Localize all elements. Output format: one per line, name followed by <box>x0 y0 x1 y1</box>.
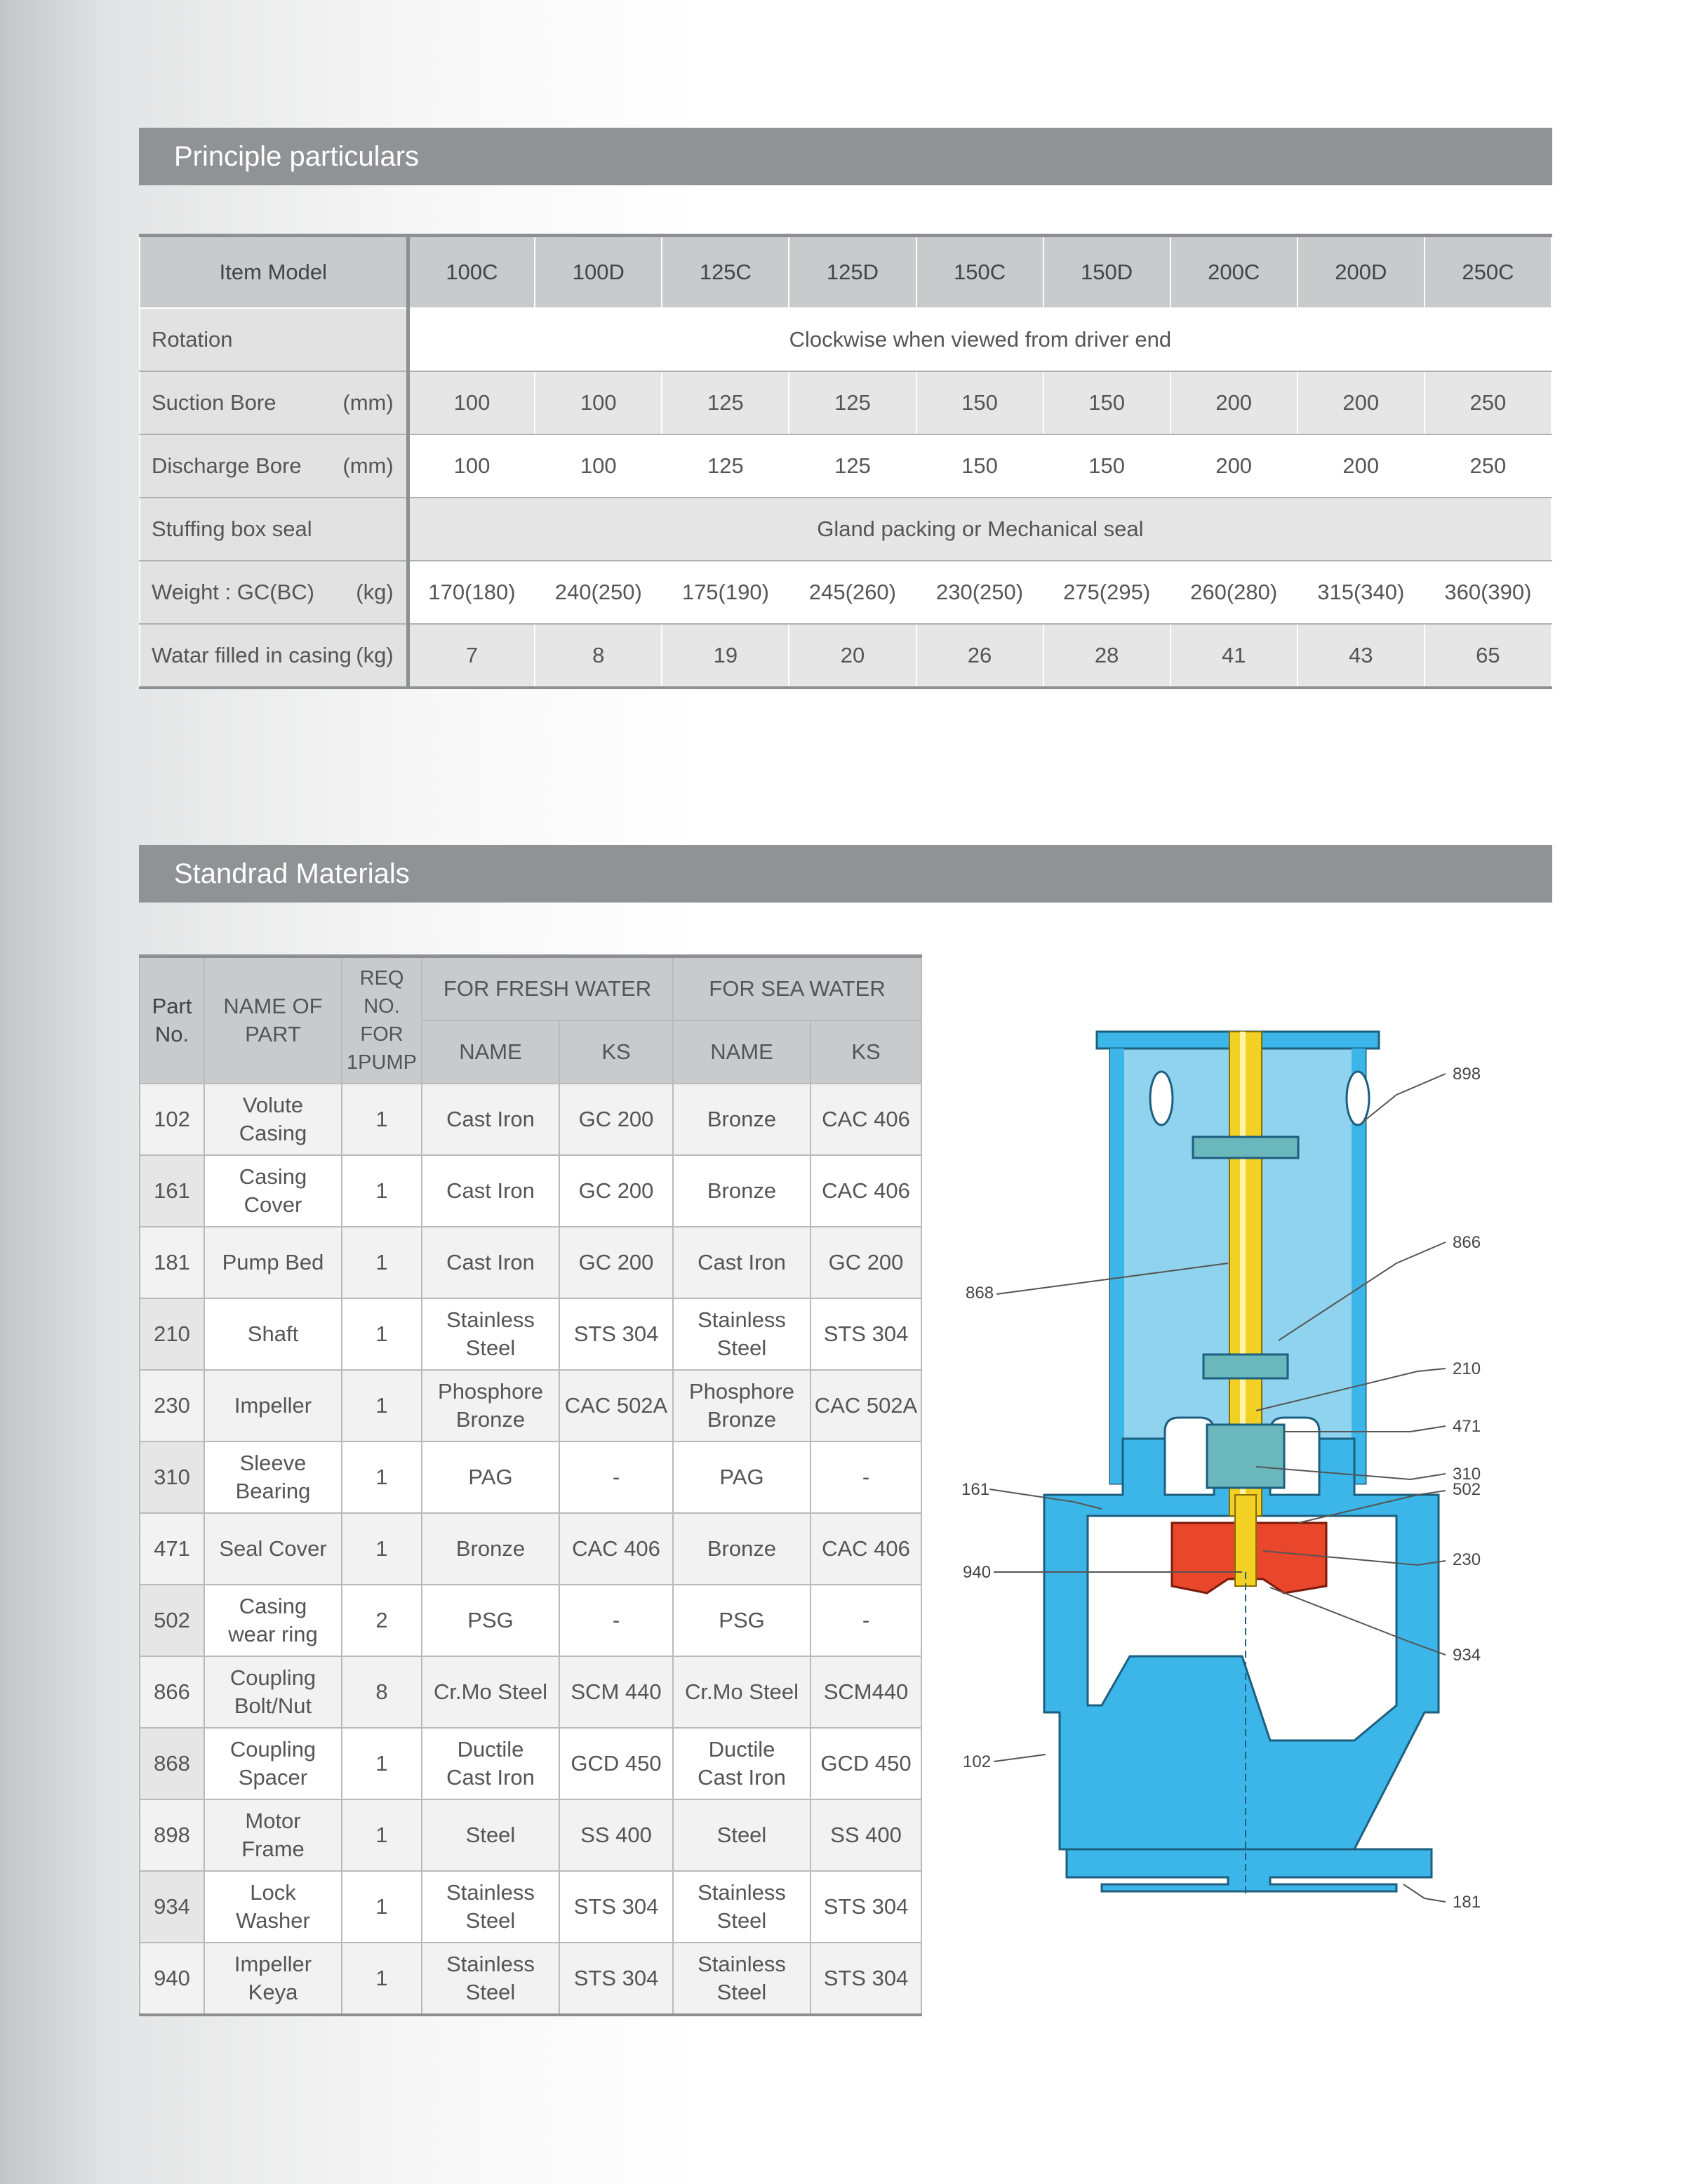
part-name-line: Bearing <box>235 1479 311 1503</box>
fresh-material-name-line: PSG <box>467 1608 514 1632</box>
stuffing-value: Gland packing or Mechanical seal <box>408 498 1552 561</box>
fresh-material-name <box>422 1155 559 1227</box>
sea-ks-code: STS 304 <box>811 1943 921 2015</box>
fresh-material-name-line: Steel <box>465 1823 516 1847</box>
table-cell: 65 <box>1425 624 1552 688</box>
part-name <box>204 1227 342 1298</box>
fresh-material-name-line: Cast Iron <box>446 1107 535 1131</box>
required-qty: 1 <box>342 1441 422 1513</box>
coupling-spacer <box>1203 1354 1288 1378</box>
model-header: 200C <box>1170 236 1298 309</box>
fresh-material-name-line: Cast Iron <box>446 1250 535 1274</box>
unit-label: (kg) <box>356 580 394 604</box>
sea-material-name-line: Ductile <box>708 1737 775 1762</box>
part-name-line: Impeller <box>234 1952 312 1976</box>
row-label <box>140 561 408 624</box>
required-qty: 1 <box>342 1298 422 1370</box>
leader-102 <box>994 1754 1046 1762</box>
table-row <box>140 498 1552 561</box>
fresh-material-name <box>422 1585 559 1656</box>
fresh-material-name <box>422 1084 559 1155</box>
fresh-ks-code: CAC 502A <box>559 1370 673 1441</box>
diagram-label: 502 <box>1453 1480 1481 1499</box>
part-name <box>204 1298 342 1370</box>
fresh-ks-code: GC 200 <box>559 1227 673 1298</box>
table-cell: 125 <box>662 371 789 434</box>
part-name-line: Casing <box>239 1164 307 1189</box>
sea-material-name <box>673 1871 811 1943</box>
unit-label: (kg) <box>356 643 394 667</box>
sea-material-name <box>673 1370 811 1441</box>
required-qty: 1 <box>342 1871 422 1943</box>
header-line: PART <box>245 1022 301 1046</box>
fresh-material-name-line: Stainless <box>446 1880 535 1905</box>
table-row <box>140 1728 921 1799</box>
fresh-ks-code: STS 304 <box>559 1298 673 1370</box>
table-cell: 125 <box>662 434 789 498</box>
fresh-ks-code: STS 304 <box>559 1943 673 2015</box>
fresh-material-name <box>422 1441 559 1513</box>
part-name <box>204 1155 342 1227</box>
table-row <box>140 1155 921 1227</box>
fresh-ks-code: - <box>559 1441 673 1513</box>
part-number: 898 <box>140 1799 204 1871</box>
part-name-line: Coupling <box>229 1737 316 1762</box>
table-cell: 200 <box>1170 371 1298 434</box>
part-name <box>204 1441 342 1513</box>
sea-material-name-line: Steel <box>716 1908 767 1933</box>
table-cell: 200 <box>1298 371 1425 434</box>
diagram-label: 210 <box>1453 1359 1481 1378</box>
sea-material-name-line: Stainless <box>698 1307 786 1332</box>
part-number: 102 <box>140 1084 204 1155</box>
sea-material-name-line: Cast Iron <box>698 1250 786 1274</box>
part-name-line: wear ring <box>228 1622 318 1646</box>
diagram-label: 898 <box>1453 1065 1481 1084</box>
fresh-material-name <box>422 1227 559 1298</box>
sea-ks-code: CAC 406 <box>811 1513 921 1585</box>
fresh-material-name <box>422 1943 559 2015</box>
fresh-material-name-line: Cast Iron <box>446 1765 535 1790</box>
table-row <box>140 624 1552 688</box>
part-name-line: Impeller <box>234 1393 312 1418</box>
name-of-part-header <box>204 957 342 1084</box>
fresh-ks-code: GC 200 <box>559 1084 673 1155</box>
sea-name-header: NAME <box>673 1020 811 1084</box>
header-line: No. <box>154 1022 189 1046</box>
part-number: 210 <box>140 1298 204 1370</box>
item-model-header: Item Model <box>140 236 408 309</box>
part-name-line: Cover <box>244 1192 302 1217</box>
diagram-label: 181 <box>1453 1893 1481 1912</box>
fresh-material-name <box>422 1513 559 1585</box>
fresh-material-name <box>422 1871 559 1943</box>
part-number: 181 <box>140 1227 204 1298</box>
table-cell: 245(260) <box>789 561 916 624</box>
fresh-material-name-line: Steel <box>465 1908 516 1933</box>
row-label-text: Suction Bore <box>152 390 276 415</box>
table-cell: 20 <box>789 624 916 688</box>
fresh-material-name <box>422 1728 559 1799</box>
table-row <box>140 1227 921 1298</box>
fresh-ks-code: SS 400 <box>559 1799 673 1871</box>
fresh-material-name-line: Cast Iron <box>446 1178 535 1203</box>
table-row <box>140 308 1552 371</box>
table-cell: 150 <box>1043 371 1170 434</box>
row-label <box>140 498 408 561</box>
table-row <box>140 1943 921 2015</box>
table-cell: 200 <box>1170 434 1298 498</box>
sea-material-name-line: Bronze <box>707 1178 777 1203</box>
fresh-material-name-line: Stainless <box>446 1952 535 1976</box>
required-qty: 2 <box>342 1585 422 1656</box>
materials-body <box>140 1084 921 2015</box>
table-cell: 100 <box>408 434 535 498</box>
diagram-label: 866 <box>1453 1233 1481 1252</box>
sea-material-name-line: Steel <box>716 1336 767 1360</box>
part-number: 934 <box>140 1871 204 1943</box>
table-cell: 260(280) <box>1170 561 1298 624</box>
sea-material-name <box>673 1155 811 1227</box>
table-cell: 230(250) <box>916 561 1043 624</box>
part-name-line: Seal Cover <box>219 1536 327 1561</box>
fresh-material-name <box>422 1370 559 1441</box>
fresh-ks-code: GC 200 <box>559 1155 673 1227</box>
req-no-header <box>342 957 422 1084</box>
sea-material-name <box>673 1441 811 1513</box>
table-row <box>140 434 1552 498</box>
row-label <box>140 308 408 371</box>
table-row <box>140 1084 921 1155</box>
sea-material-name <box>673 1298 811 1370</box>
row-label <box>140 371 408 434</box>
header-line: 1PUMP <box>347 1051 417 1074</box>
part-number: 161 <box>140 1155 204 1227</box>
table-row <box>140 371 1552 434</box>
sea-ks-code: CAC 406 <box>811 1084 921 1155</box>
section-title-materials: Standrad Materials <box>139 845 1552 903</box>
sea-water-header: FOR SEA WATER <box>673 957 921 1021</box>
sea-material-name <box>673 1513 811 1585</box>
table-header-row <box>140 236 1552 309</box>
sea-ks-code: STS 304 <box>811 1871 921 1943</box>
part-name <box>204 1370 342 1441</box>
table-cell: 250 <box>1425 434 1552 498</box>
table-row <box>140 561 1552 624</box>
diagram-label: 934 <box>1453 1646 1481 1665</box>
sea-ks-code: SCM440 <box>811 1656 921 1728</box>
table-cell: 125 <box>789 371 916 434</box>
header-line: NO. <box>363 995 400 1018</box>
fresh-material-name-line: Bronze <box>455 1407 526 1432</box>
model-header: 125C <box>662 236 789 309</box>
part-name <box>204 1656 342 1728</box>
leader-898 <box>1360 1074 1446 1124</box>
model-header: 150C <box>916 236 1043 309</box>
unit-label: (mm) <box>342 390 394 415</box>
part-number: 502 <box>140 1585 204 1656</box>
fresh-material-name-line: PAG <box>468 1465 513 1489</box>
part-name-line: Coupling <box>229 1665 316 1690</box>
fresh-ks-code: GCD 450 <box>559 1728 673 1799</box>
sea-material-name-line: Cast Iron <box>698 1765 786 1790</box>
fresh-material-name-line: Ductile <box>457 1737 524 1762</box>
row-label-text: Discharge Bore <box>152 453 302 478</box>
part-number: 471 <box>140 1513 204 1585</box>
fresh-water-header: FOR FRESH WATER <box>422 957 673 1021</box>
header-line: NAME OF <box>223 994 323 1018</box>
table-cell: 19 <box>662 624 789 688</box>
table-cell: 100 <box>408 371 535 434</box>
part-name <box>204 1943 342 2015</box>
row-label <box>140 434 408 498</box>
fresh-material-name-line: Bronze <box>455 1536 526 1561</box>
part-name-line: Lock <box>250 1880 296 1905</box>
part-name-line: Motor <box>245 1809 301 1833</box>
required-qty: 8 <box>342 1656 422 1728</box>
sea-material-name-line: Bronze <box>707 1536 777 1561</box>
required-qty: 1 <box>342 1227 422 1298</box>
part-name-line: Casing <box>239 1594 307 1618</box>
part-name-line: Frame <box>241 1837 305 1861</box>
part-name-line: Shaft <box>247 1321 299 1346</box>
sea-material-name <box>673 1585 811 1656</box>
table-cell: 28 <box>1043 624 1170 688</box>
part-name-line: Bolt/Nut <box>234 1693 312 1718</box>
sea-material-name-line: Stainless <box>698 1952 786 1976</box>
part-name <box>204 1728 342 1799</box>
header-line: Part <box>152 994 192 1018</box>
header-line: FOR <box>360 1023 403 1046</box>
seal-cover <box>1207 1425 1284 1488</box>
part-no-header <box>140 957 204 1084</box>
sea-material-name-line: PAG <box>719 1465 764 1489</box>
fresh-material-name-line: Steel <box>465 1980 516 2004</box>
table-row <box>140 1441 921 1513</box>
sea-material-name-line: Phosphore <box>689 1379 794 1404</box>
unit-label: (mm) <box>342 453 394 478</box>
required-qty: 1 <box>342 1799 422 1871</box>
sea-ks-code: CAC 406 <box>811 1155 921 1227</box>
table-row <box>140 1298 921 1370</box>
header-line: REQ <box>359 967 404 990</box>
part-name <box>204 1084 342 1155</box>
fresh-name-header: NAME <box>422 1020 559 1084</box>
table-cell: 360(390) <box>1425 561 1552 624</box>
table-cell: 125 <box>789 434 916 498</box>
sea-ks-code: CAC 502A <box>811 1370 921 1441</box>
required-qty: 1 <box>342 1943 422 2015</box>
sea-material-name-line: Bronze <box>707 1107 777 1131</box>
table-cell: 315(340) <box>1298 561 1425 624</box>
sea-material-name-line: Bronze <box>707 1407 777 1432</box>
table-cell: 100 <box>535 434 662 498</box>
sea-ks-code: GCD 450 <box>811 1728 921 1799</box>
row-label-text: Watar filled in casing <box>152 643 352 667</box>
sea-material-name <box>673 1227 811 1298</box>
sea-ks-code: STS 304 <box>811 1298 921 1370</box>
sea-material-name <box>673 1728 811 1799</box>
section-title-principle: Principle particulars <box>139 128 1552 185</box>
row-label-text: Rotation <box>152 327 233 352</box>
table-cell: 100 <box>535 371 662 434</box>
part-number: 940 <box>140 1943 204 2015</box>
principle-particulars-table <box>139 234 1552 689</box>
part-name-line: Washer <box>236 1908 310 1933</box>
rotation-value: Clockwise when viewed from driver end <box>408 308 1552 371</box>
row-label <box>140 624 408 688</box>
model-header: 100D <box>535 236 662 309</box>
fresh-material-name <box>422 1799 559 1871</box>
part-number: 868 <box>140 1728 204 1799</box>
sea-material-name-line: Steel <box>716 1823 767 1847</box>
frame-window <box>1150 1072 1173 1125</box>
table-row <box>140 1871 921 1943</box>
diagram-label: 471 <box>1453 1417 1481 1436</box>
part-number: 230 <box>140 1370 204 1441</box>
sea-material-name <box>673 1656 811 1728</box>
fresh-material-name-line: Phosphore <box>438 1379 543 1404</box>
table-cell: 8 <box>535 624 662 688</box>
required-qty: 1 <box>342 1155 422 1227</box>
model-header: 200D <box>1298 236 1425 309</box>
diagram-label: 102 <box>963 1752 992 1771</box>
sea-material-name <box>673 1084 811 1155</box>
part-name-line: Pump Bed <box>222 1250 324 1274</box>
required-qty: 1 <box>342 1728 422 1799</box>
sea-material-name <box>673 1799 811 1871</box>
table-cell: 150 <box>916 371 1043 434</box>
part-number: 310 <box>140 1441 204 1513</box>
part-name-line: Spacer <box>238 1765 308 1790</box>
required-qty: 1 <box>342 1084 422 1155</box>
sea-ks-code: SS 400 <box>811 1799 921 1871</box>
frame-window <box>1347 1072 1369 1125</box>
row-label-text: Weight : GC(BC) <box>152 580 314 604</box>
table-cell: 175(190) <box>662 561 789 624</box>
part-name-line: Keya <box>248 1980 298 2004</box>
standard-materials-table <box>139 954 922 2016</box>
sea-material-name-line: Cr.Mo Steel <box>685 1679 799 1704</box>
table-cell: 7 <box>408 624 535 688</box>
table-cell: 275(295) <box>1043 561 1170 624</box>
sea-material-name-line: Stainless <box>698 1880 786 1905</box>
pump-bed-base <box>1067 1849 1432 1891</box>
fresh-ks-code: - <box>559 1585 673 1656</box>
diagram-label: 868 <box>966 1284 994 1303</box>
diagram-label: 940 <box>963 1563 992 1582</box>
required-qty: 1 <box>342 1513 422 1585</box>
part-name-line: Casing <box>239 1121 307 1145</box>
table-row <box>140 1513 921 1585</box>
part-name <box>204 1513 342 1585</box>
leader-181 <box>1403 1884 1446 1902</box>
fresh-material-name <box>422 1656 559 1728</box>
diagram-label: 161 <box>961 1480 990 1499</box>
table-cell: 26 <box>916 624 1043 688</box>
fresh-ks-header: KS <box>559 1020 673 1084</box>
table-cell: 43 <box>1298 624 1425 688</box>
sea-ks-code: GC 200 <box>811 1227 921 1298</box>
pump-sectional-diagram <box>961 1011 1558 2021</box>
sea-material-name <box>673 1943 811 2015</box>
model-header: 100C <box>408 236 535 309</box>
part-number: 866 <box>140 1656 204 1728</box>
sea-ks-header: KS <box>811 1020 921 1084</box>
part-name <box>204 1799 342 1871</box>
part-name-line: Sleeve <box>239 1451 307 1475</box>
fresh-ks-code: SCM 440 <box>559 1656 673 1728</box>
part-name <box>204 1585 342 1656</box>
table-cell: 150 <box>1043 434 1170 498</box>
table-cell: 250 <box>1425 371 1552 434</box>
sea-ks-code: - <box>811 1441 921 1513</box>
fresh-ks-code: STS 304 <box>559 1871 673 1943</box>
table-row <box>140 1585 921 1656</box>
table-row <box>140 1370 921 1441</box>
fresh-material-name-line: Steel <box>465 1336 516 1360</box>
frame-wall-left <box>1110 1048 1124 1484</box>
sea-ks-code: - <box>811 1585 921 1656</box>
diagram-label: 310 <box>1453 1465 1481 1484</box>
table-row <box>140 1799 921 1871</box>
part-name-line: Volute <box>242 1093 304 1117</box>
table-cell: 200 <box>1298 434 1425 498</box>
table-cell: 170(180) <box>408 561 535 624</box>
required-qty: 1 <box>342 1370 422 1441</box>
sea-material-name-line: PSG <box>719 1608 765 1632</box>
sea-material-name-line: Steel <box>716 1980 767 2004</box>
table-cell: 41 <box>1170 624 1298 688</box>
fresh-material-name <box>422 1298 559 1370</box>
table-cell: 240(250) <box>535 561 662 624</box>
coupling <box>1193 1137 1298 1158</box>
model-header: 250C <box>1425 236 1552 309</box>
table-cell: 150 <box>916 434 1043 498</box>
row-label-text: Stuffing box seal <box>152 517 312 541</box>
part-name <box>204 1871 342 1943</box>
fresh-ks-code: CAC 406 <box>559 1513 673 1585</box>
table-row <box>140 1656 921 1728</box>
model-header: 125D <box>789 236 916 309</box>
fresh-material-name-line: Stainless <box>446 1307 535 1332</box>
diagram-label: 230 <box>1453 1550 1481 1569</box>
model-header: 150D <box>1043 236 1170 309</box>
table-header-row <box>140 957 921 1021</box>
fresh-material-name-line: Cr.Mo Steel <box>434 1679 547 1704</box>
